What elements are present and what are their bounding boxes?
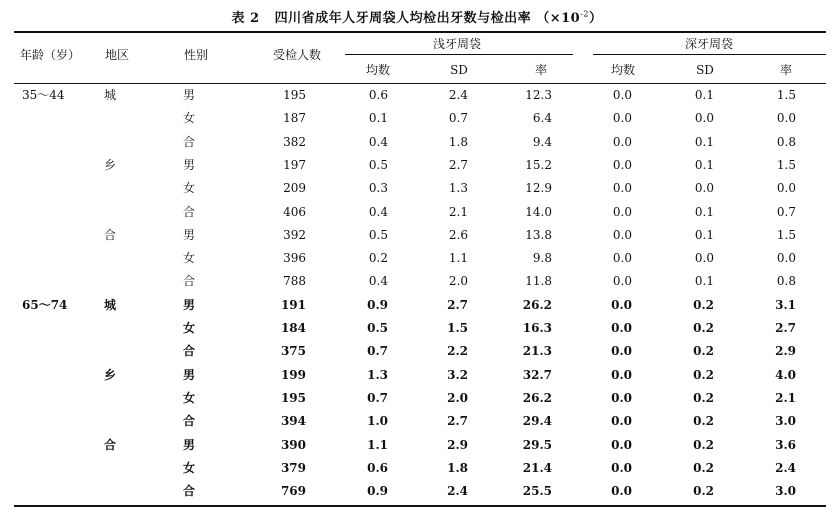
cell-shallow-sd: 2.0 [448,274,468,289]
cell-shallow-sd: 2.7 [448,157,468,172]
cell-shallow-mean: 0.9 [367,297,388,312]
cell-deep-sd: 0.0 [694,181,714,196]
cell-shallow-sd: 0.7 [448,111,468,126]
cell-deep-mean: 0.0 [612,251,632,266]
cell-deep-mean: 0.0 [612,274,632,289]
cell-sex: 合 [183,414,196,429]
caption-label: 表 2 [231,11,260,26]
header-shallow-pocket: 浅牙周袋 [432,37,482,51]
cell-shallow-mean: 0.5 [367,321,388,335]
cell-sex: 男 [183,297,196,312]
cell-shallow-sd: 1.8 [447,460,468,475]
cell-deep-sd: 0.2 [693,344,714,359]
cell-shallow-rate: 12.9 [525,181,552,196]
cell-deep-mean: 0.0 [612,88,632,102]
cell-deep-sd: 0.1 [694,134,714,149]
header-age: 年龄（岁） [19,48,81,62]
cell-sex: 女 [183,111,196,126]
cell-deep-mean: 0.0 [611,437,632,452]
cell-shallow-sd: 1.3 [448,181,468,196]
cell-examined: 390 [280,437,306,452]
caption-text: 四川省成年人牙周袋人均检出牙数与检出率 [274,11,532,26]
cell-shallow-mean: 0.4 [368,134,388,149]
cell-sex: 合 [183,484,196,499]
cell-deep-rate: 1.5 [776,157,796,172]
cell-shallow-sd: 2.1 [448,204,468,219]
cell-deep-sd: 0.2 [693,484,714,499]
cell-age: 35～44 [22,88,65,102]
cell-deep-rate: 3.1 [775,297,796,312]
table-bottom-rule [14,505,826,507]
header-deep-pocket: 深牙周袋 [684,37,734,51]
cell-shallow-rate: 6.4 [532,111,552,126]
header-deep-rate: 率 [779,63,793,77]
cell-sex: 男 [183,88,196,102]
cell-sex: 男 [183,157,196,172]
cell-deep-mean: 0.0 [611,367,632,382]
cell-examined: 195 [280,390,306,405]
cell-shallow-sd: 2.6 [448,227,468,242]
cell-deep-rate: 4.0 [775,367,796,382]
cell-deep-mean: 0.0 [611,414,632,429]
cell-deep-mean: 0.0 [612,204,632,219]
cell-examined: 191 [280,297,306,312]
cell-shallow-mean: 0.9 [367,484,388,499]
cell-deep-mean: 0.0 [611,484,632,499]
cell-deep-sd: 0.1 [694,88,714,102]
cell-deep-sd: 0.2 [693,414,714,429]
cell-shallow-mean: 0.1 [368,111,388,126]
cell-deep-sd: 0.1 [694,204,714,219]
cell-shallow-mean: 0.4 [368,204,388,219]
cell-deep-mean: 0.0 [612,181,632,196]
shallow-pocket-span-rule [345,54,573,55]
cell-examined: 184 [280,321,306,335]
cell-shallow-rate: 26.2 [522,390,552,405]
cell-examined: 187 [283,111,306,126]
header-shallow-mean: 均数 [365,63,391,77]
cell-shallow-rate: 32.7 [522,367,552,382]
cell-examined: 394 [280,414,306,429]
cell-deep-sd: 0.1 [694,157,714,172]
cell-shallow-sd: 1.5 [447,321,468,335]
table-caption [0,7,834,26]
cell-deep-rate: 0.0 [776,181,796,196]
cell-deep-mean: 0.0 [612,111,632,126]
cell-deep-rate: 1.5 [776,227,796,242]
caption-unit-exponent: -2 [580,9,589,19]
cell-examined: 788 [283,274,306,289]
cell-shallow-mean: 1.1 [367,437,388,452]
cell-region: 乡 [104,367,117,382]
cell-deep-mean: 0.0 [611,390,632,405]
cell-shallow-mean: 1.0 [367,414,388,429]
cell-deep-mean: 0.0 [611,460,632,475]
cell-deep-sd: 0.1 [694,274,714,289]
cell-shallow-sd: 2.7 [447,297,468,312]
cell-shallow-sd: 1.1 [448,251,468,266]
cell-examined: 392 [283,227,306,242]
cell-deep-mean: 0.0 [611,297,632,312]
cell-sex: 女 [183,390,196,405]
cell-sex: 男 [183,227,196,242]
cell-shallow-rate: 11.8 [525,274,552,289]
cell-shallow-sd: 2.4 [447,484,468,499]
cell-deep-mean: 0.0 [612,227,632,242]
cell-shallow-rate: 14.0 [525,204,552,219]
cell-shallow-rate: 21.4 [522,460,552,475]
cell-deep-rate: 0.8 [776,274,796,289]
header-bottom-rule [14,83,826,84]
cell-deep-sd: 0.2 [693,297,714,312]
cell-sex: 男 [183,437,196,452]
caption-unit-prefix: （×10 [536,11,581,26]
cell-deep-rate: 2.4 [775,460,796,475]
cell-sex: 女 [183,181,196,196]
cell-shallow-mean: 0.3 [368,181,388,196]
cell-deep-rate: 0.8 [776,134,796,149]
cell-shallow-mean: 0.6 [367,460,388,475]
cell-shallow-rate: 29.5 [522,437,552,452]
cell-deep-mean: 0.0 [612,134,632,149]
cell-sex: 合 [183,274,196,289]
cell-shallow-sd: 2.0 [447,390,468,405]
cell-deep-sd: 0.2 [693,460,714,475]
cell-shallow-mean: 1.3 [367,367,388,382]
header-deep-mean: 均数 [610,63,636,77]
cell-examined: 406 [283,204,306,219]
cell-deep-rate: 2.7 [775,321,796,335]
caption-unit-suffix: ） [588,11,603,26]
cell-shallow-sd: 3.2 [447,367,468,382]
cell-shallow-mean: 0.5 [368,227,388,242]
cell-examined: 769 [280,484,306,499]
cell-shallow-mean: 0.6 [368,88,388,102]
cell-region: 城 [104,88,117,102]
cell-shallow-rate: 21.3 [522,344,552,359]
cell-shallow-rate: 29.4 [522,414,552,429]
cell-examined: 195 [283,88,306,102]
cell-shallow-sd: 1.8 [448,134,468,149]
cell-shallow-rate: 15.2 [525,157,552,172]
cell-deep-rate: 0.0 [776,251,796,266]
cell-shallow-rate: 9.4 [532,134,552,149]
cell-shallow-rate: 25.5 [522,484,552,499]
cell-shallow-mean: 0.4 [368,274,388,289]
cell-age: 65～74 [22,297,68,312]
header-examined: 受检人数 [272,48,322,62]
cell-deep-sd: 0.2 [693,367,714,382]
cell-deep-rate: 1.5 [776,88,796,102]
cell-examined: 382 [283,134,306,149]
cell-examined: 396 [283,251,306,266]
cell-deep-rate: 2.1 [775,390,796,405]
cell-deep-rate: 0.7 [776,204,796,219]
cell-sex: 合 [183,134,196,149]
cell-shallow-rate: 12.3 [525,88,552,102]
cell-deep-mean: 0.0 [611,321,632,335]
cell-examined: 209 [283,181,306,196]
header-shallow-sd: SD [450,63,468,77]
cell-region: 合 [104,227,117,242]
cell-deep-sd: 0.0 [694,251,714,266]
cell-shallow-sd: 2.2 [447,344,468,359]
deep-pocket-span-rule [593,54,826,55]
cell-region: 城 [104,297,117,312]
cell-sex: 女 [183,460,196,475]
cell-examined: 199 [280,367,306,382]
cell-region: 乡 [104,157,117,172]
header-sex: 性别 [183,48,209,62]
cell-shallow-mean: 0.2 [368,251,388,266]
cell-shallow-rate: 16.3 [522,321,552,335]
cell-sex: 男 [183,367,196,382]
cell-deep-sd: 0.2 [693,390,714,405]
header-deep-sd: SD [696,63,714,77]
cell-sex: 合 [183,204,196,219]
cell-shallow-mean: 0.7 [367,390,388,405]
cell-deep-sd: 0.2 [693,321,714,335]
cell-deep-rate: 3.6 [775,437,796,452]
cell-deep-sd: 0.0 [694,111,714,126]
cell-deep-sd: 0.1 [694,227,714,242]
cell-shallow-mean: 0.7 [367,344,388,359]
cell-shallow-sd: 2.7 [447,414,468,429]
cell-shallow-rate: 26.2 [522,297,552,312]
cell-sex: 女 [183,251,196,266]
cell-examined: 197 [283,157,306,172]
cell-shallow-rate: 9.8 [532,251,552,266]
table-top-rule [14,31,826,33]
cell-shallow-sd: 2.9 [447,437,468,452]
cell-deep-rate: 0.0 [776,111,796,126]
cell-deep-rate: 3.0 [775,484,796,499]
header-shallow-rate: 率 [534,63,548,77]
cell-deep-rate: 3.0 [775,414,796,429]
cell-region: 合 [104,437,117,452]
cell-shallow-mean: 0.5 [368,157,388,172]
cell-sex: 女 [183,321,196,335]
cell-deep-mean: 0.0 [611,344,632,359]
cell-examined: 375 [280,344,306,359]
cell-shallow-rate: 13.8 [525,227,552,242]
cell-examined: 379 [280,460,306,475]
cell-shallow-sd: 2.4 [448,88,468,102]
cell-deep-mean: 0.0 [612,157,632,172]
cell-deep-rate: 2.9 [775,344,796,359]
cell-sex: 合 [183,344,196,359]
cell-deep-sd: 0.2 [693,437,714,452]
header-region: 地区 [104,48,130,62]
